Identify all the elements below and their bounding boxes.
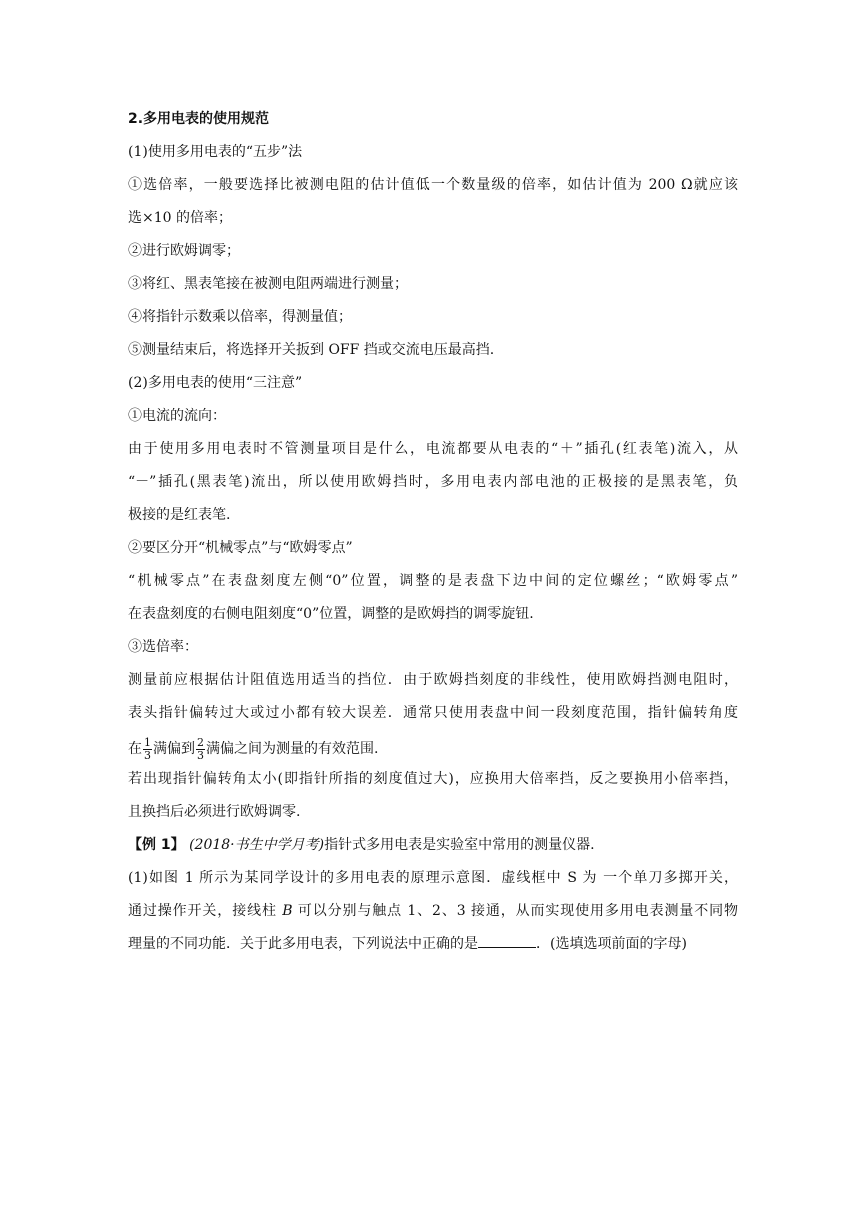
fraction-one-third: $\frac{1}{3}$: [144, 735, 151, 762]
step1-line2: 选×10 的倍率；: [128, 210, 232, 226]
note3-line3: [128, 735, 738, 763]
part2-heading: (2)多用电表的使用“三注意”: [128, 375, 303, 391]
example-intro: 指针式多用电表是实验室中常用的测量仪器.: [324, 837, 595, 853]
step5: ⑤测量结束后，将选择开关扳到 OFF 挡或交流电压最高挡.: [128, 342, 495, 358]
section-title: 2.多用电表的使用规范: [128, 111, 270, 127]
note2-line1: “机械零点”在表盘刻度左侧“0”位置，调整的是表盘下边中间的定位螺丝；“欧姆零点”: [128, 573, 738, 589]
note3-line1: 测量前应根据估计阻值选用适当的挡位．由于欧姆挡刻度的非线性，使用欧姆挡测电阻时，: [128, 672, 738, 688]
step2: ②进行欧姆调零；: [128, 243, 240, 259]
terminal-b-symbol: B: [282, 903, 293, 919]
note3-line3-end: 满偏之间为测量的有效范围.: [206, 741, 379, 757]
note3-line4: 若出现指针偏转角太小(即指针所指的刻度值过大)，应换用大倍率挡，反之要换用小倍率挡，: [128, 771, 738, 787]
example-header: [128, 834, 738, 856]
example-label: 【例 1】: [128, 837, 185, 853]
fraction-two-thirds: $\frac{2}{3}$: [197, 735, 204, 762]
note3-line2: 表头指针偏转过大或过小都有较大误差．通常只使用表盘中间一段刻度范围，指针偏转角度: [128, 705, 738, 721]
example-source: (2018·书生中学月考): [189, 837, 325, 853]
document-page: [128, 108, 738, 955]
note3-line5: 且换挡后必须进行欧姆调零.: [128, 804, 301, 820]
step4: ④将指针示数乘以倍率，得测量值；: [128, 309, 352, 325]
step1-line1: ①选倍率，一般要选择比被测电阻的估计值低一个数量级的倍率，如估计值为 200 Ω就应该: [128, 177, 738, 193]
note3-line3-start: 在: [128, 741, 142, 757]
note1-line3: 极接的是红表笔.: [128, 507, 231, 523]
note1-line2: “－”插孔(黑表笔)流出，所以使用欧姆挡时，多用电表内部电池的正极接的是黑表笔，负: [128, 474, 738, 490]
question1-line1: (1)如图 1 所示为某同学设计的多用电表的原理示意图．虚线框中 S 为 一个单刀多掷开关，: [128, 870, 738, 886]
note2-line2: 在表盘刻度的右侧电阻刻度“0”位置，调整的是欧姆挡的调零旋钮.: [128, 606, 534, 622]
answer-blank[interactable]: [478, 933, 536, 948]
note3-line3-mid: 满偏到: [153, 741, 195, 757]
note1-title: ①电流的流向：: [128, 408, 226, 424]
step3: ③将红、黑表笔接在被测电阻两端进行测量；: [128, 276, 408, 292]
part1-heading: (1)使用多用电表的“五步”法: [128, 144, 303, 160]
note2-title: ②要区分开“机械零点”与“欧姆零点”: [128, 540, 353, 556]
question1-line2: 通过操作开关，接线柱 B 可以分别与触点 1、2、3 接通，从而实现使用多用电表测量不同物: [128, 903, 738, 919]
question1-line3: 理量的不同功能．关于此多用电表，下列说法中正确的是 ．(选填选项前面的字母): [128, 933, 738, 955]
note3-title: ③选倍率：: [128, 639, 198, 655]
note1-line1: 由于使用多用电表时不管测量项目是什么，电流都要从电表的“＋”插孔(红表笔)流入，从: [128, 441, 738, 457]
